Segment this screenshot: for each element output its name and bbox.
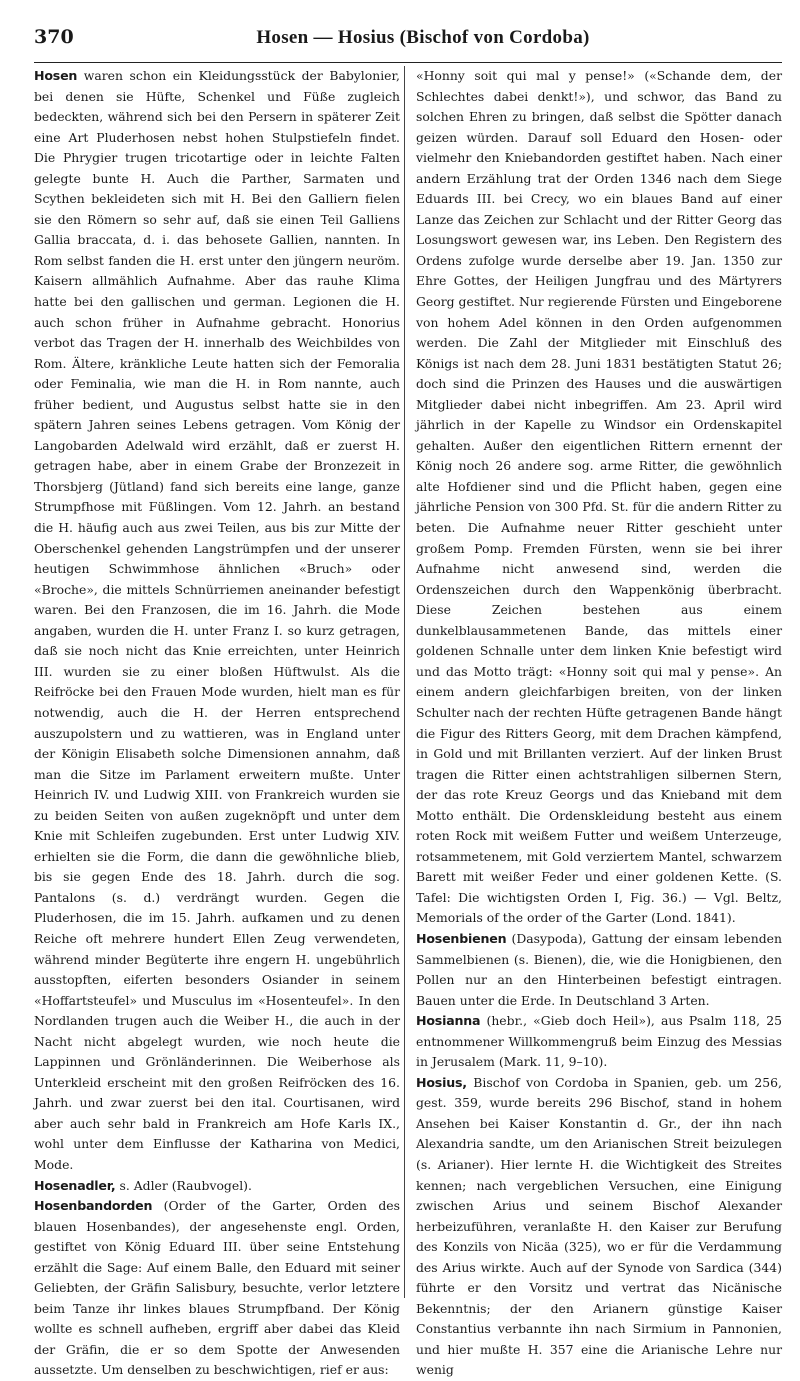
headword-hosenadler: Hosenadler, (34, 1177, 116, 1193)
entry-text-hosenbandorden: (Order of the Garter, Orden des blauen Hosenbandes), der angesehenste engl. Orden, gestiftet von König Eduard III. über seine Entstehung erzählt die Sage: Auf einem Balle, den Eduard mit seiner Geliebten, der Gräfin Salisbury, besuchte, verlor letztere beim Tanze ihr linkes blaues Strumpfband. Der König wollte es schnell aufheben, ergriff aber dabei das Kleid der Gräfin, die er so dem Spotte der Anwesenden aussetzte. Um denselben zu beschwichtigen, rief er aus: (34, 1198, 400, 1378)
left-column (34, 66, 400, 1378)
headword-hosenbandorden: Hosenbandorden (34, 1198, 153, 1214)
entry-text-hosenadler: s. Adler (Raubvogel). (115, 1177, 252, 1193)
entry-hosenbienen (416, 929, 782, 1011)
entry-hosianna (416, 1011, 782, 1073)
entry-hosenadler (34, 1176, 400, 1197)
headword-hosen: Hosen (34, 68, 78, 83)
entry-text-hosenbienen: (Dasypoda), Gattung der einsam lebenden Sammelbienen (s. Bienen), die, wie die Honigbienen, den Pollen nur an den Hinterbeinen befestigt eintragen. Bauen unter die Erde. In Deutschland 3 Arten. (416, 930, 782, 1008)
right-column (416, 66, 782, 1378)
headword-hosenbienen: Hosenbienen (416, 930, 507, 946)
headword-hosius: Hosius, (416, 1074, 467, 1090)
column-divider (404, 66, 405, 1298)
running-head: Hosen — Hosius (Bischof von Cordoba) (256, 27, 590, 48)
page-number: 370 (34, 26, 74, 48)
page-header (34, 26, 782, 56)
entry-hosius (416, 1073, 782, 1381)
headword-hosianna: Hosianna (416, 1013, 481, 1029)
entry-text-hosen: waren schon ein Kleidungsstück der Babylonier, bei denen sie Hüfte, Schenkel und Füße zugleich bedeckten, während sich bei den Persern in späterer Zeit eine Art Pluderhosen nebst hohen Stulpstiefeln findet. Die Phrygier trugen tricotartige oder in leichte Falten gelegte bunte H. Auch die Parther, Sarmaten und Scythen bekleideten sich mit H. Bei den Galliern fielen sie den Römern so sehr auf, daß sie einen Teil Galliens Gallia braccata, d. i. das behosete Gallien, nannten. In Rom selbst fanden die H. erst unter den jüngern neuröm. Kaisern allmählich Aufnahme. Aber das rauhe Klima hatte bei den gallischen und german. Legionen die H. auch schon früher in Aufnahme gebracht. Honorius verbot das Tragen der H. innerhalb des Weichbildes von Rom. Ältere, kränkliche Leute hatten sich der Femoralia oder Feminalia, wie man die H. in Rom nannte, auch früher bedient, und Augustus selbst hatte sie in den spätern Jahren seines Lebens getragen. Vom König der Langobarden Adelwald wird erzählt, daß er zuerst H. getragen habe, aber in einem Grabe der Bronzezeit in Thorsbjerg (Jütland) fand sich bereits eine lange, ganze Strumpfhose mit Füßlingen. Vom 12. Jahrh. an bestand die H. häufig auch aus zwei Teilen, aus bis zur Mitte der Oberschenkel gehenden Langstrümpfen und der unserer heutigen Schwimmhose ähnlichen «Bruch» oder «Broche», die mittels Schnürriemen aneinander befestigt waren. Bei den Franzosen, die im 16. Jahrh. die Mode angaben, wurden die H. unter Franz I. so kurz getragen, daß sie noch nicht das Knie erreichten, unter Heinrich III. wurden sie zu einer bloßen Hüftwulst. Als die Reifröcke bei den Frauen Mode wurden, hielt man es für notwendig, auch die H. der Herren entsprechend auszupolstern und zu wattieren, was in England unter der Königin Elisabeth solche Dimensionen annahm, daß man die Sitze im Parlament erweitern mußte. Unter Heinrich IV. und Ludwig XIII. von Frankreich wurden sie zu beiden Seiten von außen zugeknöpft und unter dem Knie mit Schleifen zugebunden. Erst unter Ludwig XIV. erhielten sie die Form, die dann die gewöhnliche blieb, bis sie gegen Ende des 18. Jahrh. durch die sog. Pantalons (s. d.) verdrängt wurden. Gegen die Pluderhosen, die im 15. Jahrh. aufkamen und zu denen Reiche oft mehrere hundert Ellen Zeug verwendeten, während minder Begüterte ihre engern H. ungebührlich ausstopften, eiferten besonders Osiander in seinem «Hoffartsteufel» und Musculus im «Hosenteufel». In den Nordlanden trugen auch die Weiber H., die auch in der Nacht nicht abgelegt wurden, wie noch heute die Lappinnen und Grönländerinnen. Die Weiberhose als Unterkleid erscheint mit den großen Reifröcken des 16. Jahrh. und zwar zuerst bei den ital. Courtisanen, wird aber auch sehr bald in Frankreich am Hofe Karls IX., wohl unter dem Einflusse der Katharina von Medici, Mode. (34, 68, 400, 1172)
entry-hosen (34, 66, 400, 1176)
entry-text-hosianna: (hebr., «Gieb doch Heil»), aus Psalm 118, 25 entnommener Willkommengruß beim Einzug des Messias in Jerusalem (Mark. 11, 9–10). (416, 1013, 782, 1070)
header-rule (34, 62, 782, 63)
entry-hosenbandorden-continued (416, 66, 782, 929)
entry-text-hosius: Bischof von Cordoba in Spanien, geb. um 256, gest. 359, wurde bereits 296 Bischof, stand in hohem Ansehen bei Kaiser Konstantin d. Gr., der ihn nach Alexandria sandte, um den Arianischen Streit beizulegen (s. Arianer). Hier lernte H. die Wichtigkeit des Streites kennen; nach vergeblichen Versuchen, eine Einigung zwischen Arius und seinem Bischof Alexander herbeizuführen, veranlaßte H. den Kaiser zur Berufung des Konzils von Nicäa (325), wo er für die Verdammung des Arius wirkte. Auch auf der Synode von Sardica (344) führte er den Vorsitz und vertrat das Nicänische Bekenntnis; der den Arianern günstige Kaiser Constantius verbannte ihn nach Sirmium in Pannonien, und hier mußte H. 357 eine die Arianische Lehre nur wenig (416, 1074, 782, 1378)
entry-hosenbandorden (34, 1196, 400, 1381)
entry-text-hosenbandorden-continued: «Honny soit qui mal y pense!» («Schande dem, der Schlechtes dabei denkt!»), und schwor, das Band zu solchen Ehren zu bringen, daß selbst die Spötter danach geizen würden. Darauf soll Eduard den Hosen- oder vielmehr den Kniebandorden gestiftet haben. Nach einer andern Erzählung trat der Orden 1346 nach dem Siege Eduards III. bei Crecy, wo ein blaues Band auf einer Lanze das Zeichen zur Schlacht und der Ritter Georg das Losungswort gewesen war, ins Leben. Den Registern des Ordens zufolge wurde derselbe aber 19. Jan. 1350 zur Ehre Gottes, der Heiligen Jungfrau und des Märtyrers Georg gestiftet. Nur regierende Fürsten und Eingeborene von hohem Adel können in den Orden aufgenommen werden. Die Zahl der Mitglieder mit Einschluß des Königs ist nach dem 28. Juni 1831 bestätigten Statut 26; doch sind die Prinzen des Hauses und die auswärtigen Mitglieder dabei nicht inbegriffen. Am 23. April wird jährlich in der Kapelle zu Windsor ein Ordenskapitel gehalten. Außer den eigentlichen Rittern ernennt der König noch 26 andere sog. arme Ritter, die gewöhnlich alte Hofdiener sind und die Pflicht haben, gegen eine jährliche Pension von 300 Pfd. St. für die andern Ritter zu beten. Die Aufnahme neuer Ritter geschieht unter großem Pomp. Fremden Fürsten, wenn sie bei ihrer Aufnahme nicht anwesend sind, werden die Ordenszeichen durch den Wappenkönig überbracht. Diese Zeichen bestehen aus einem dunkelblausammetenen Bande, das mittels einer goldenen Schnalle unter dem linken Knie befestigt wird und das Motto trägt: «Honny soit qui mal y pense». An einem andern gleichfarbigen breiten, von der linken Schulter nach der rechten Hüfte getragenen Bande hängt die Figur des Ritters Georg, mit dem Drachen kämpfend, in Gold und mit Brillanten verziert. Auf der linken Brust tragen die Ritter einen achtstrahligen silbernen Stern, der das rote Kreuz Georgs und das Knieband mit dem Motto enthält. Die Ordenskleidung besteht aus einem roten Rock mit weißem Futter und weißem Unterzeuge, rotsammetenem, mit Gold verziertem Mantel, schwarzem Barett mit weißer Feder und einer goldenen Kette. (S. Tafel: Die wichtigsten Orden I, Fig. 36.) — Vgl. Beltz, Memorials of the order of the Garter (Lond. 1841). (416, 68, 782, 926)
